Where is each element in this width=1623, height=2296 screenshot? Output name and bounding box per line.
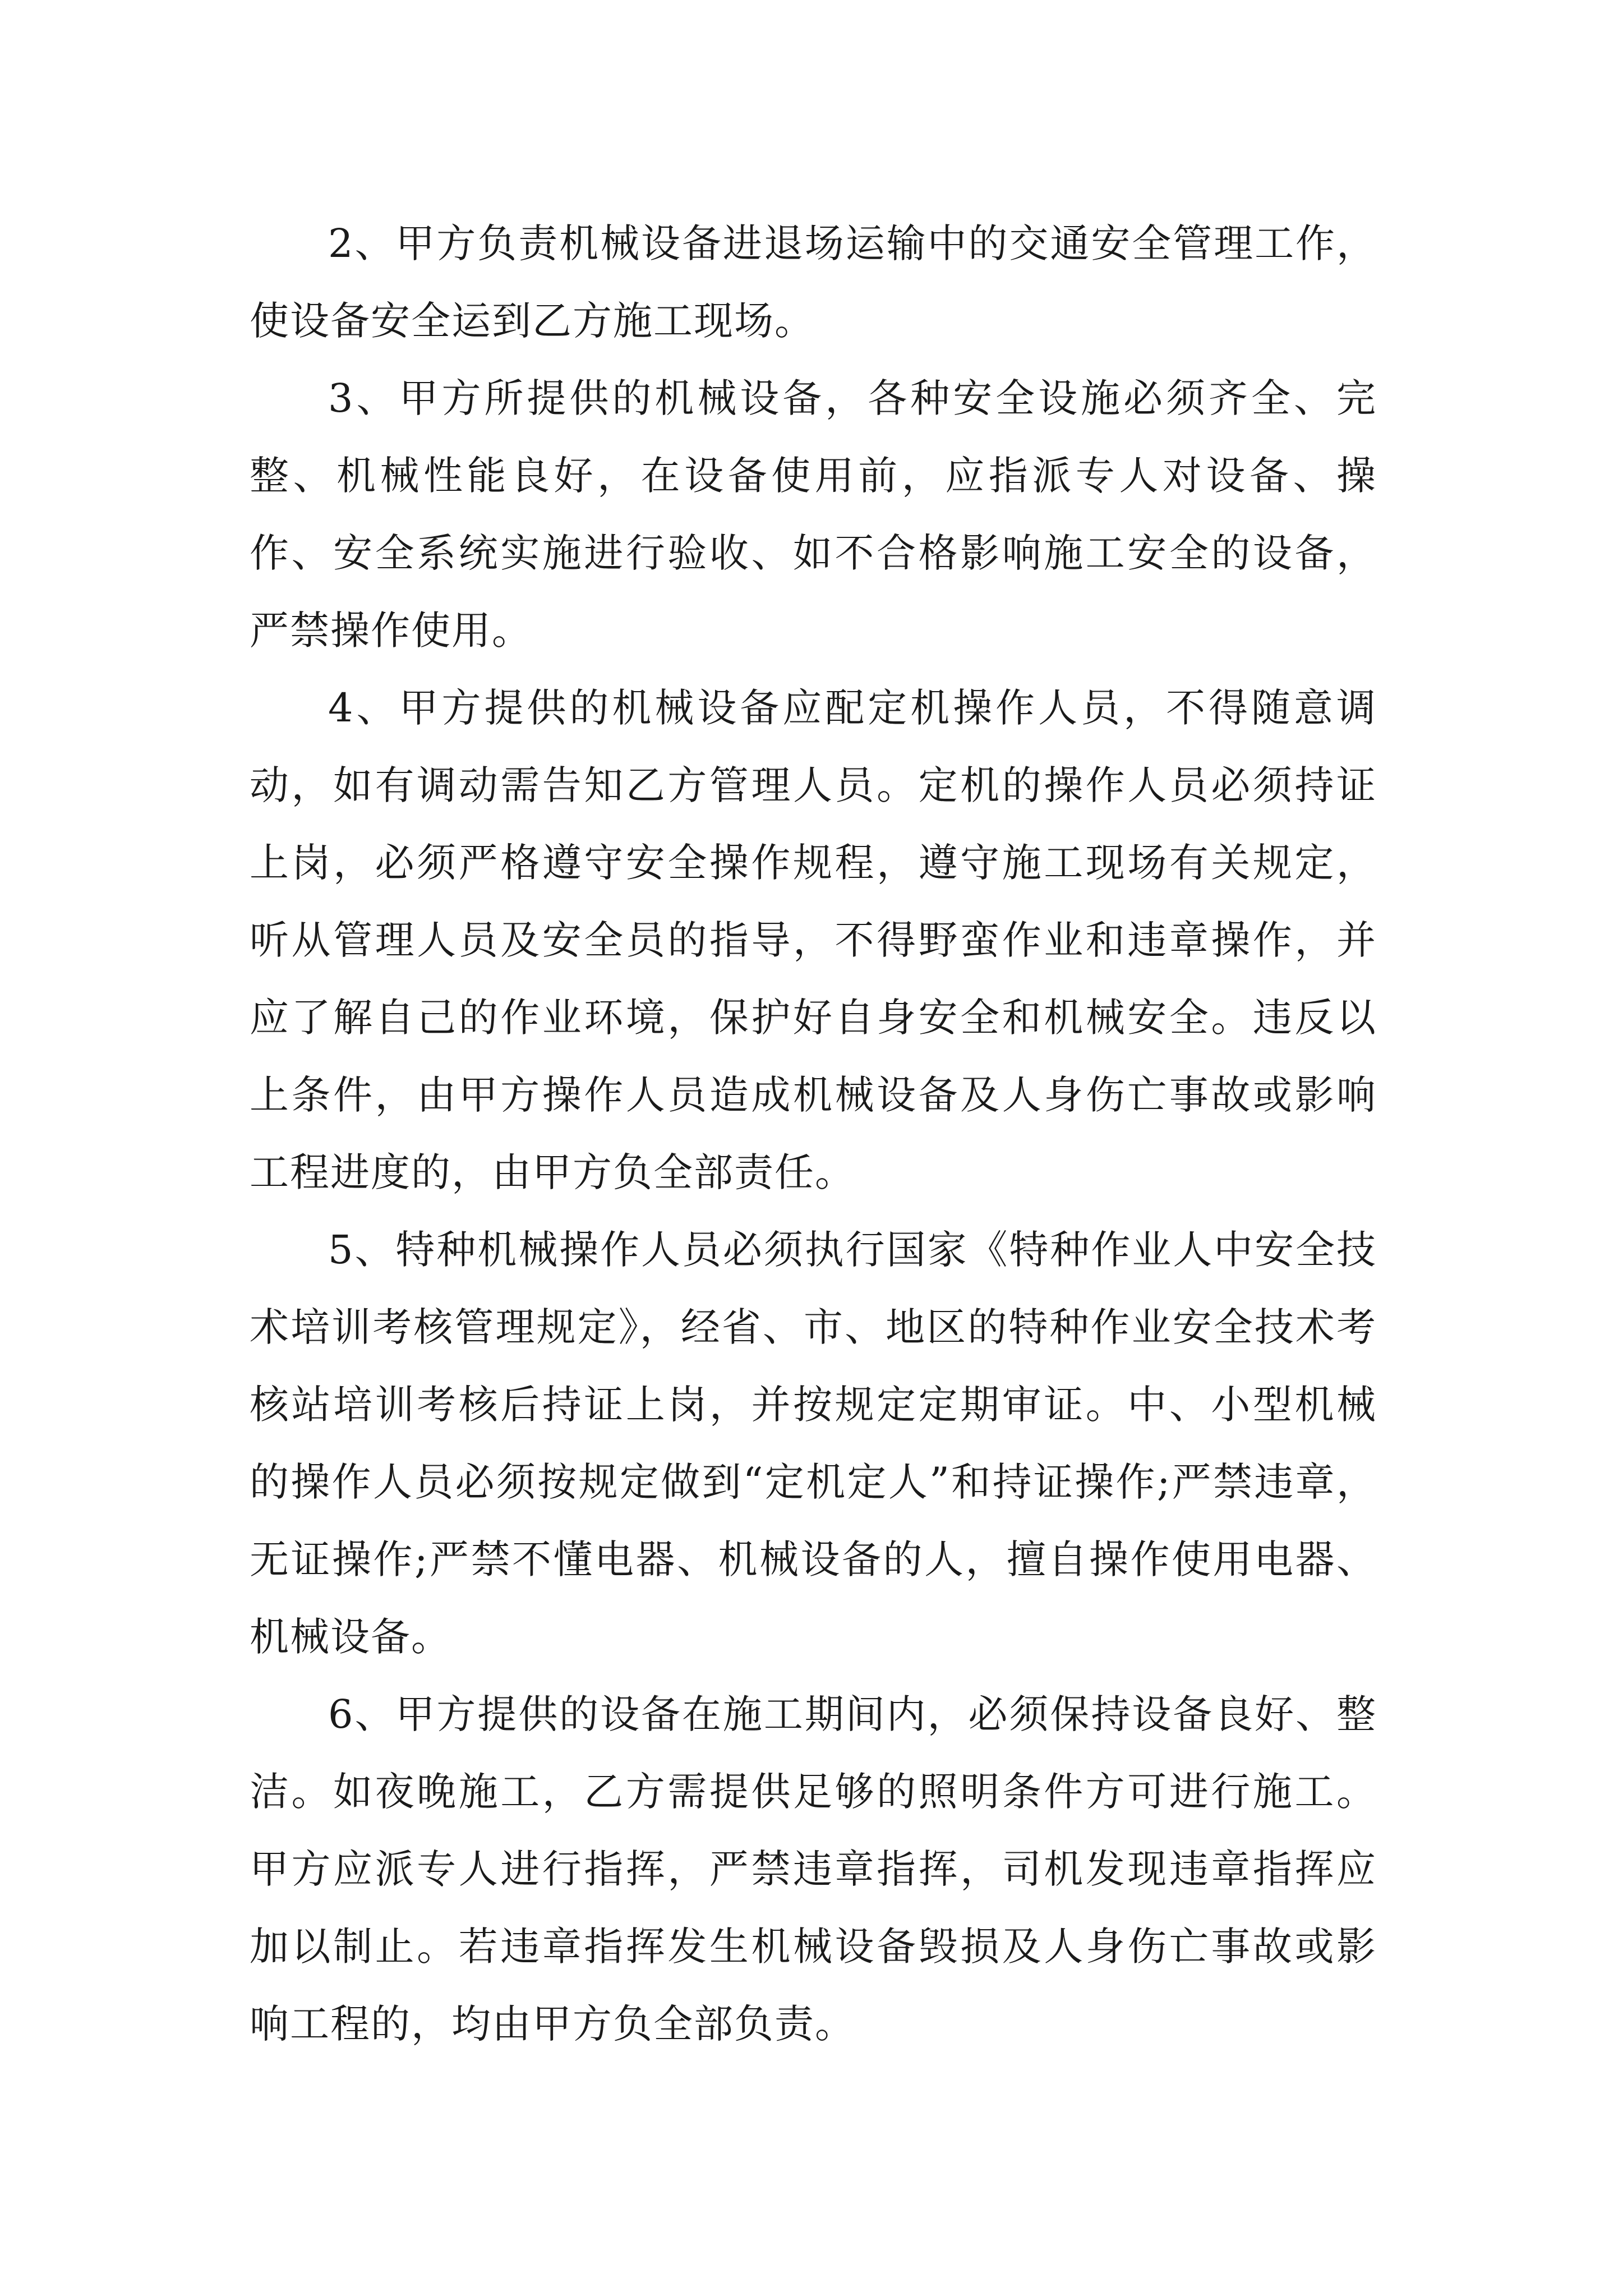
paragraph-3: 3、甲方所提供的机械设备，各种安全设施必须齐全、完整、机械性能良好，在设备使用前，应指派专人对设备、操作、安全系统实施进行验收、如不合格影响施工安全的设备，严禁操作使用。	[250, 375, 1377, 654]
paragraph-5: 5、特种机械操作人员必须执行国家《特种作业人中安全技术培训考核管理规定》，经省、市、地区的特种作业安全技术考核站培训考核后持证上岗，并按规定定期审证。中、小型机械的操作人员必须按规定做到“定机定人”和持证操作;严禁违章，无证操作;严禁不懂电器、机械设备的人，擅自操作使用电器、机械设备。	[250, 1227, 1377, 1660]
paragraph-6: 6、甲方提供的设备在施工期间内，必须保持设备良好、整洁。如夜晚施工，乙方需提供足够的照明条件方可进行施工。甲方应派专人进行指挥，严禁违章指挥，司机发现违章指挥应加以制止。若违章指挥发生机械设备毁损及人身伤亡事故或影响工程的，均由甲方负全部负责。	[250, 1691, 1377, 2047]
document-body	[250, 205, 1377, 2063]
paragraph-4: 4、甲方提供的机械设备应配定机操作人员，不得随意调动，如有调动需告知乙方管理人员。定机的操作人员必须持证上岗，必须严格遵守安全操作规程，遵守施工现场有关规定，听从管理人员及安全员的指导，不得野蛮作业和违章操作，并应了解自己的作业环境，保护好自身安全和机械安全。违反以上条件，由甲方操作人员造成机械设备及人身伤亡事故或影响工程进度的，由甲方负全部责任。	[250, 685, 1377, 1195]
paragraph-2: 2、甲方负责机械设备进退场运输中的交通安全管理工作，使设备安全运到乙方施工现场。	[250, 220, 1377, 344]
